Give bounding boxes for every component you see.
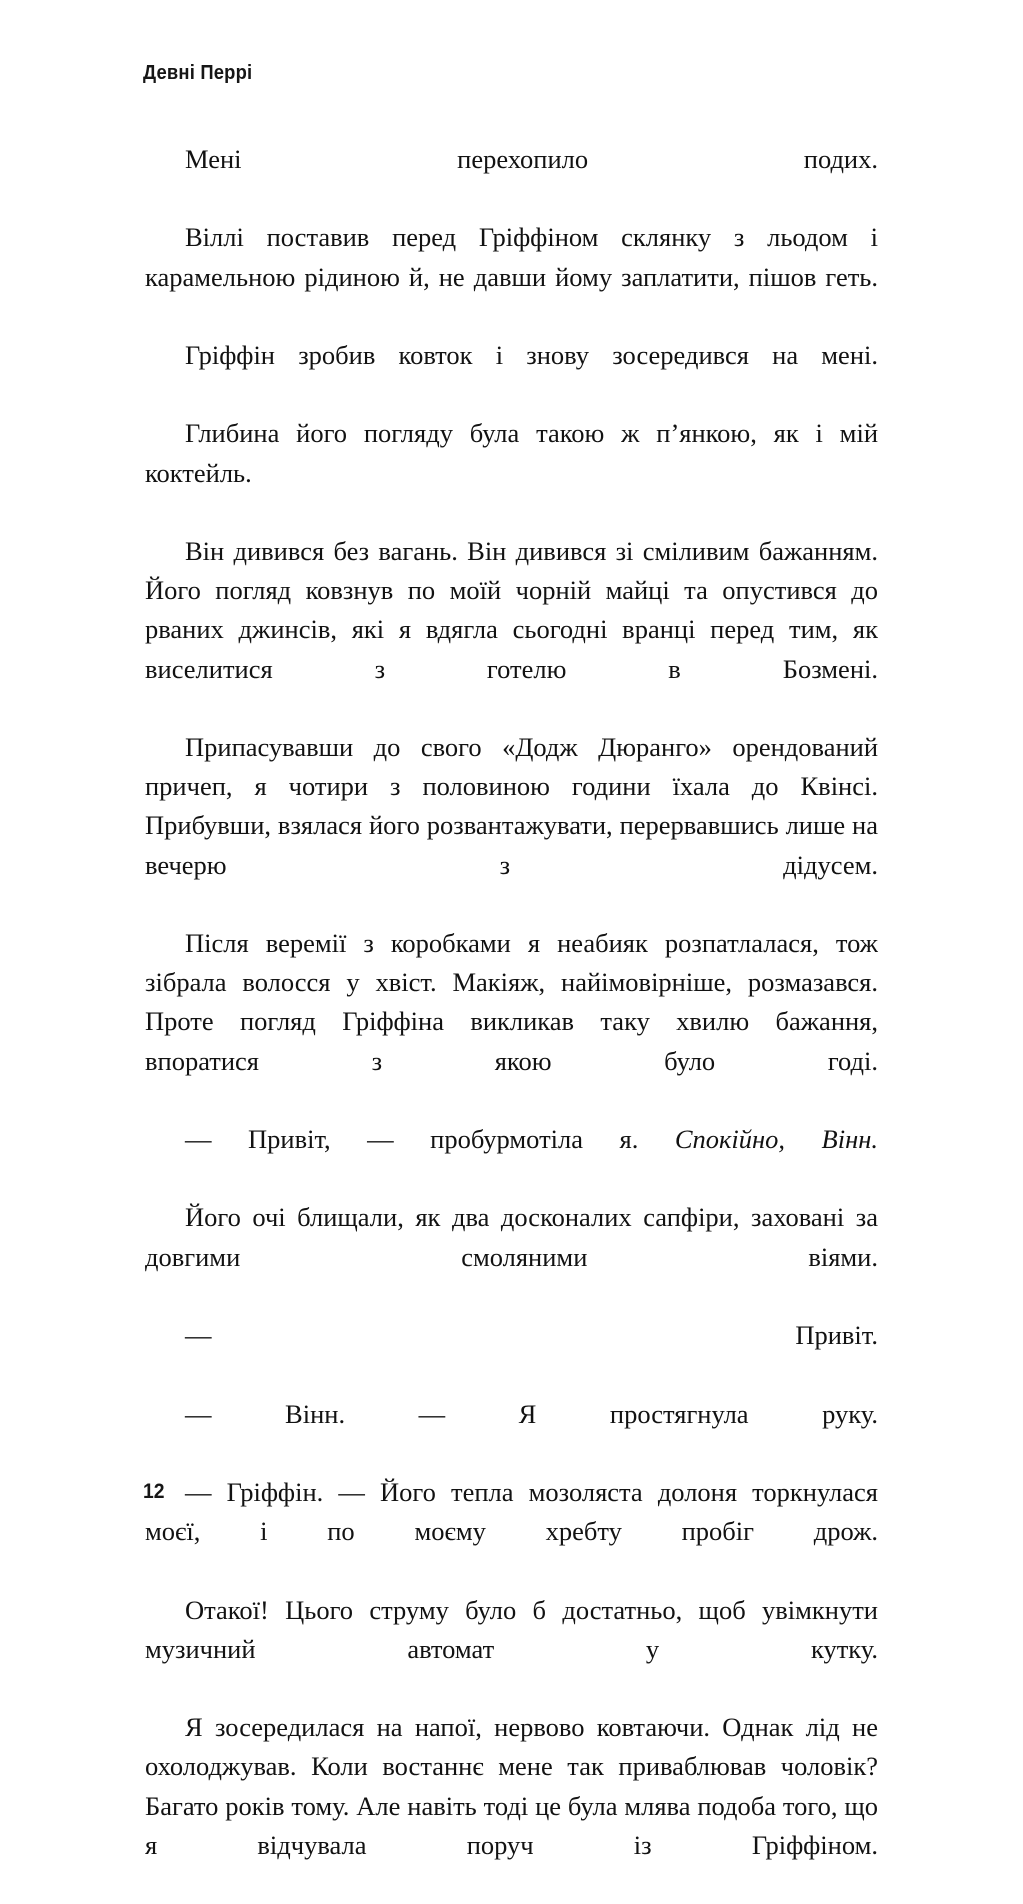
paragraph: Отакої! Цього струму було б достатньо, щоб увімкнути музичний автомат у кутку. — [145, 1594, 878, 1664]
paragraph: Він дивився без вагань. Він дивився зі сміливим бажанням. Його погляд ковзнув по моїй чорній майці та опустився до рваних джинсів, які я вдягла сьогодні вранці перед тим, як виселитися з готелю в Бозмені. — [145, 536, 878, 684]
dialogue-paragraph: — Гріффін. — Його тепла мозоляста долоня торкнулася моєї, і по моєму хребту пробіг дрож. — [145, 1476, 878, 1547]
running-header-author: Девні Перрі — [143, 62, 253, 84]
paragraph: Глибина його погляду була такою ж п’янкою, як і мій коктейль. — [145, 418, 878, 488]
dialogue-speech: — Привіт, — пробурмотіла я. — [185, 1124, 675, 1155]
paragraph: Віллі поставив перед Гріффіном склянку з льодом і карамельною рідиною й, не давши йому заплатити, пішов геть. — [145, 222, 878, 292]
dialogue-paragraph — [145, 1120, 878, 1198]
dialogue-paragraph: — Привіт. — [185, 1320, 878, 1351]
page-number: 12 — [143, 1480, 165, 1503]
paragraph: Я зосередилася на напої, нервово ковтаючи. Однак лід не охолоджував. Коли востаннє мене так приваблював чоловік? Багато років тому. Але навіть тоді це була млява подоба того, що я відчувала поруч із Гріффіном. — [145, 1712, 878, 1860]
paragraph: Припасувавши до свого «Додж Дюранго» орендований причеп, я чотири з половиною години їхала до Квінсі. Прибувши, взялася його розвантажувати, перервавшись лише на вечерю з дідусем. — [145, 732, 878, 880]
inner-thought-italic: Спокійно, Вінн. — [674, 1124, 878, 1155]
paragraph: Гріффін зробив ковток і знову зосередився на мені. — [185, 340, 878, 371]
paragraph: Його очі блищали, як два досконалих сапфіри, заховані за довгими смоляними віями. — [145, 1202, 878, 1272]
paragraph: Після веремії з коробками я неабияк розпатлалася, тож зібрала волосся у хвіст. Макіяж, найімовірніше, розмазався. Проте погляд Гріффіна викликав таку хвилю бажання, впоратися з якою було годі. — [145, 928, 878, 1076]
body-text-block — [145, 140, 878, 1904]
paragraph: Мені перехопило подих. — [185, 144, 878, 174]
dialogue-paragraph: — Вінн. — Я простягнула руку. — [185, 1398, 878, 1429]
